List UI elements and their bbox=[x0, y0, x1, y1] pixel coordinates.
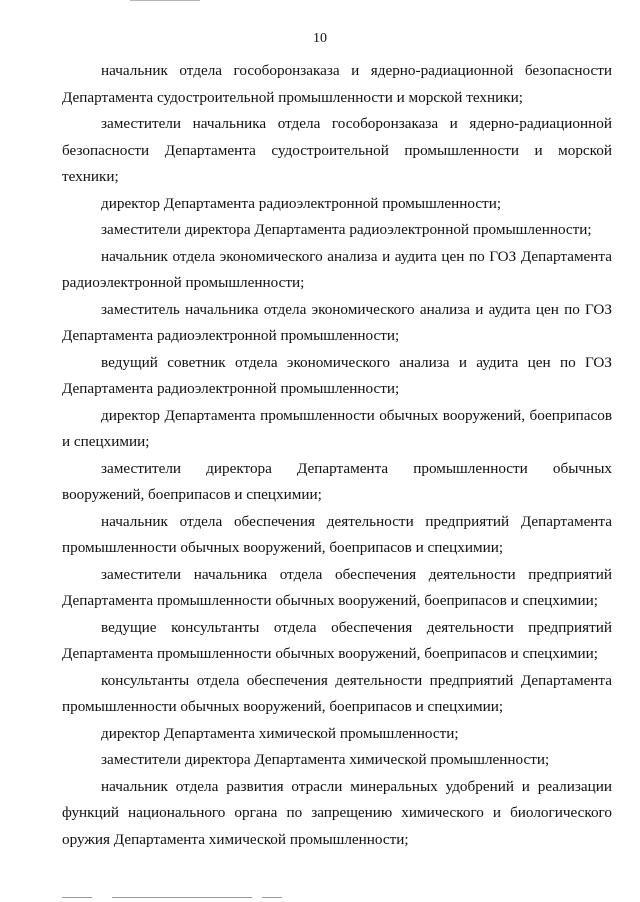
paragraph: заместители начальника отдела гособоронзаказа и ядерно-радиационной безопасности Департамента судостроительной промышленности и морской техники; bbox=[62, 115, 612, 185]
paragraph: консультанты отдела обеспечения деятельности предприятий Департамента промышленности обычных вооружений, боеприпасов и спецхимии; bbox=[62, 671, 612, 715]
scan-artifact-bottom bbox=[62, 897, 92, 898]
paragraph: директор Департамента химической промышленности; bbox=[101, 724, 459, 742]
paragraph: ведущие консультанты отдела обеспечения деятельности предприятий Департамента промышленности обычных вооружений, боеприпасов и спецхимии; bbox=[62, 618, 612, 662]
scan-artifact-bottom bbox=[262, 897, 282, 898]
paragraph: начальник отдела обеспечения деятельности предприятий Департамента промышленности обычных вооружений, боеприпасов и спецхимии; bbox=[62, 512, 612, 556]
paragraph: начальник отдела гособоронзаказа и ядерно-радиационной безопасности Департамента судостроительной промышленности и морской техники; bbox=[62, 62, 612, 106]
paragraph: ведущий советник отдела экономического анализа и аудита цен по ГОЗ Департамента радиоэлектронной промышленности; bbox=[62, 353, 612, 397]
paragraph: заместитель начальника отдела экономического анализа и аудита цен по ГОЗ Департамента радиоэлектронной промышленности; bbox=[62, 300, 612, 344]
paragraph: заместители директора Департамента радиоэлектронной промышленности; bbox=[101, 221, 592, 238]
paragraph: начальник отдела экономического анализа и аудита цен по ГОЗ Департамента радиоэлектронной промышленности; bbox=[62, 247, 612, 291]
paragraph: заместители директора Департамента химической промышленности; bbox=[101, 751, 550, 768]
paragraph: заместители начальника отдела обеспечения деятельности предприятий Департамента промышленности обычных вооружений, боеприпасов и спецхимии; bbox=[62, 565, 612, 609]
scan-artifact-bottom bbox=[112, 897, 252, 898]
scan-artifact-top bbox=[130, 0, 200, 1]
paragraph: начальник отдела развития отрасли минеральных удобрений и реализации функций национального органа по запрещению химического и биологического оружия Департамента химической промышленности; bbox=[62, 777, 612, 848]
page-number: 10 bbox=[313, 31, 327, 46]
paragraph: директор Департамента радиоэлектронной промышленности; bbox=[101, 194, 502, 212]
paragraph: заместители директора Департамента промышленности обычных вооружений, боеприпасов и спецхимии; bbox=[62, 459, 612, 503]
document-body bbox=[62, 58, 612, 853]
paragraph: директор Департамента промышленности обычных вооружений, боеприпасов и спецхимии; bbox=[62, 406, 612, 450]
